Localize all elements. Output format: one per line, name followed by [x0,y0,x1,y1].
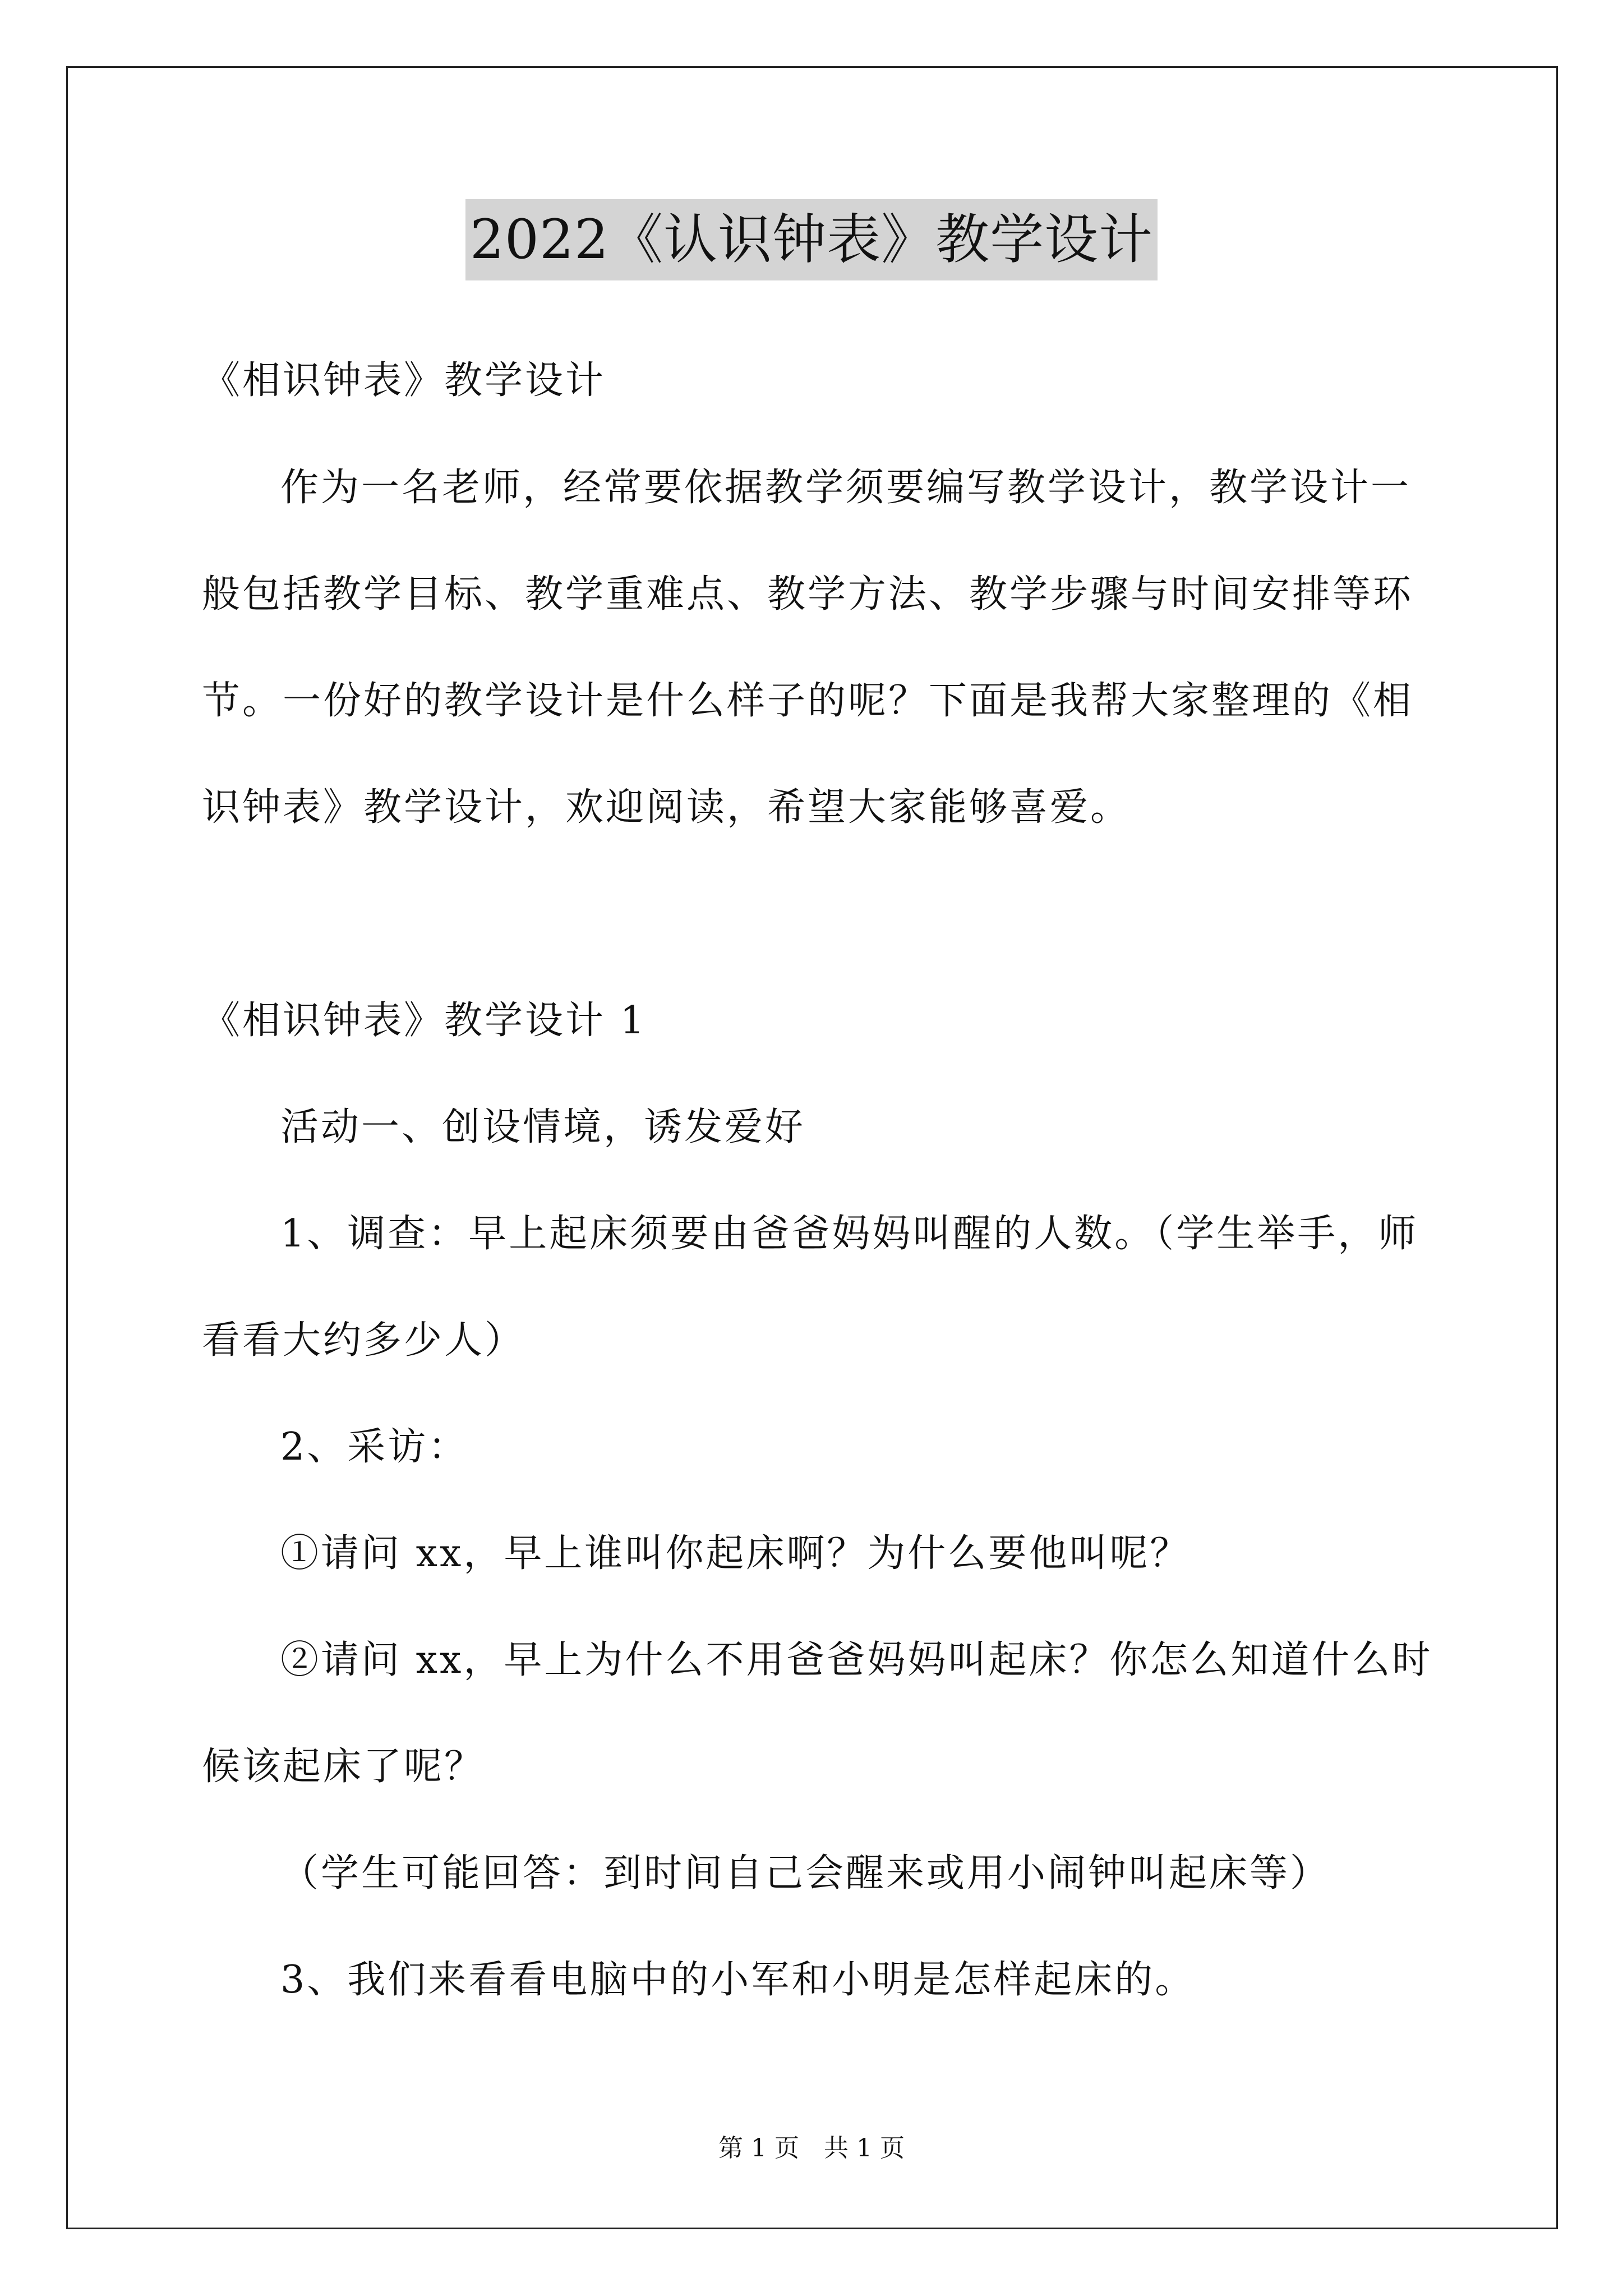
document-title: 2022《认识钟表》教学设计 [465,199,1158,280]
paragraph-line: 看看大约多少人） [202,1318,525,1363]
paragraph-line: ②请问 xx，早上为什么不用爸爸妈妈叫起床？你怎么知道什么时 [280,1638,1433,1682]
paragraph-line: 般包括教学目标、教学重难点、教学方法、教学步骤与时间安排等环 [202,572,1414,616]
page-footer: 第 1 页 共 1 页 [718,2134,905,2162]
paragraph-line: 1、调查：早上起床须要由爸爸妈妈叫醒的人数。（学生举手，师 [280,1212,1419,1256]
section-heading: 《相识钟表》教学设计 1 [202,999,647,1043]
paragraph-line: 节。一份好的教学设计是什么样子的呢？下面是我帮大家整理的《相 [202,679,1414,723]
paragraph-line: 作为一名老师，经常要依据教学须要编写教学设计，教学设计一 [280,466,1412,510]
paragraph-line: 识钟表》教学设计，欢迎阅读，希望大家能够喜爱。 [202,785,1131,830]
paragraph-line: 活动一、创设情境，诱发爱好 [280,1105,806,1149]
paragraph-line: 3、我们来看看电脑中的小军和小明是怎样起床的。 [280,1958,1196,2002]
paragraph-line: （学生可能回答：到时间自己会醒来或用小闹钟叫起床等） [280,1851,1331,1895]
paragraph-line: 2、采访： [280,1425,469,1469]
section-heading: 《相识钟表》教学设计 [202,358,606,403]
title-container [0,199,1623,280]
paragraph-line: ①请问 xx，早上谁叫你起床啊？为什么要他叫呢？ [280,1531,1191,1576]
paragraph-line: 候该起床了呢？ [202,1745,485,1789]
